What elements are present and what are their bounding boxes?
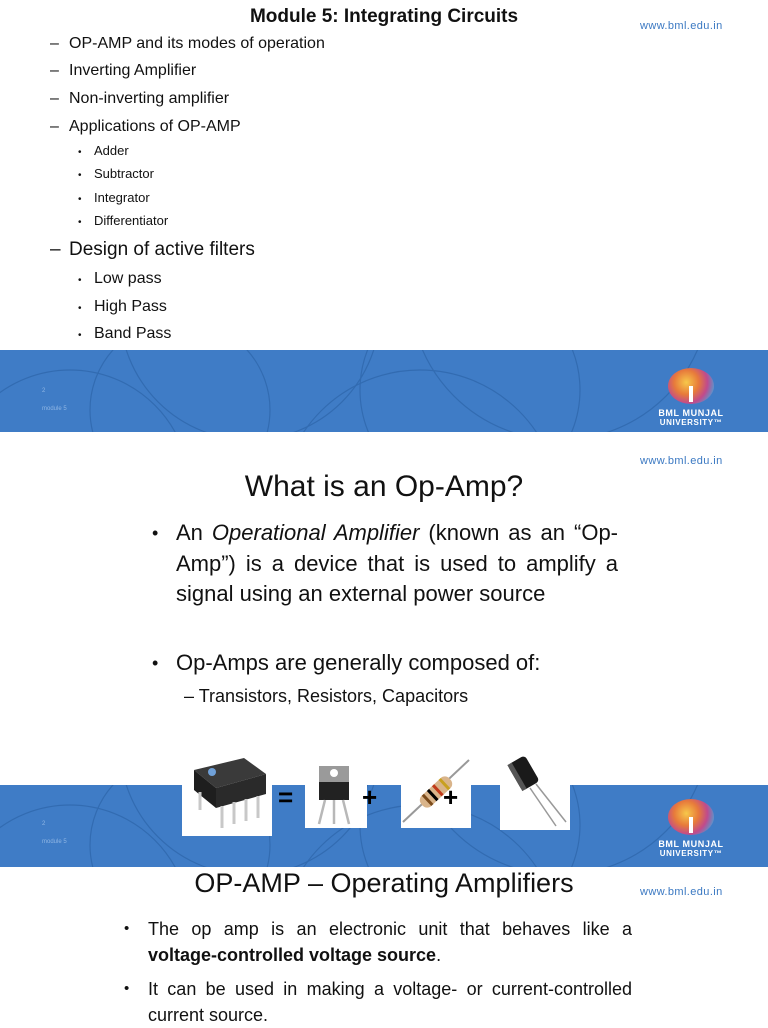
- resistor-image: [401, 756, 471, 828]
- bullet-paragraph: • The op amp is an electronic unit that behaves like a voltage-controlled voltage source.: [124, 919, 632, 965]
- resistor-icon: [401, 756, 471, 828]
- footer-band: 2 module 5 BML MUNJAL UNIVERSITY™: [0, 350, 768, 432]
- university-logo: BML MUNJAL UNIVERSITY™: [646, 368, 736, 428]
- transistor-icon: [305, 760, 367, 828]
- slide-title: Module 5: Integrating Circuits: [249, 6, 519, 27]
- plus-sign: +: [443, 782, 459, 812]
- plus-sign: +: [362, 782, 378, 812]
- footer-band: 2 module 5 BML MUNJAL UNIVERSITY™: [0, 785, 768, 867]
- tree-logo-icon: [668, 799, 714, 835]
- op-amp-chip-image: [182, 744, 272, 836]
- list-item: – Design of active filters: [50, 239, 255, 260]
- bullet-paragraph: • It can be used in making a voltage- or current-controlled current source.: [124, 979, 632, 1025]
- sub-bullet: – Transistors, Resistors, Capacitors: [184, 686, 469, 706]
- bullet-paragraph: • Op-Amps are generally composed of:: [152, 650, 541, 675]
- slide-title: OP-AMP – Operating Amplifiers: [194, 868, 574, 898]
- sub-list-item: • High Pass: [78, 298, 167, 315]
- ic-chip-icon: [182, 744, 272, 836]
- sub-list-item: • Band Pass: [78, 325, 172, 342]
- capacitor-image: [500, 752, 570, 830]
- sub-list-item: • Differentiator: [78, 213, 169, 228]
- sub-list-item: • Low pass: [78, 270, 162, 287]
- sub-list-item: • Adder: [78, 143, 129, 158]
- transistor-image: [305, 760, 367, 828]
- list-item: – Applications of OP-AMP: [50, 118, 241, 135]
- site-url: www.bml.edu.in: [640, 455, 723, 467]
- site-url: www.bml.edu.in: [640, 886, 723, 898]
- sub-list-item: • Subtractor: [78, 166, 154, 181]
- list-item: – Inverting Amplifier: [50, 62, 197, 79]
- sub-list-item: • Integrator: [78, 190, 150, 205]
- bullet-paragraph: • An Operational Amplifier (known as an “Op-Amp”) is a device that is used to amplify a signal using an external power source: [152, 520, 619, 606]
- university-logo: BML MUNJAL UNIVERSITY™: [646, 799, 736, 859]
- slide-title: What is an Op-Amp?: [244, 470, 524, 503]
- site-url: www.bml.edu.in: [640, 20, 723, 32]
- list-item: – OP-AMP and its modes of operation: [50, 35, 325, 52]
- equals-sign: =: [278, 782, 294, 812]
- tree-logo-icon: [668, 368, 714, 404]
- list-item: – Non-inverting amplifier: [50, 90, 230, 107]
- capacitor-icon: [500, 752, 570, 830]
